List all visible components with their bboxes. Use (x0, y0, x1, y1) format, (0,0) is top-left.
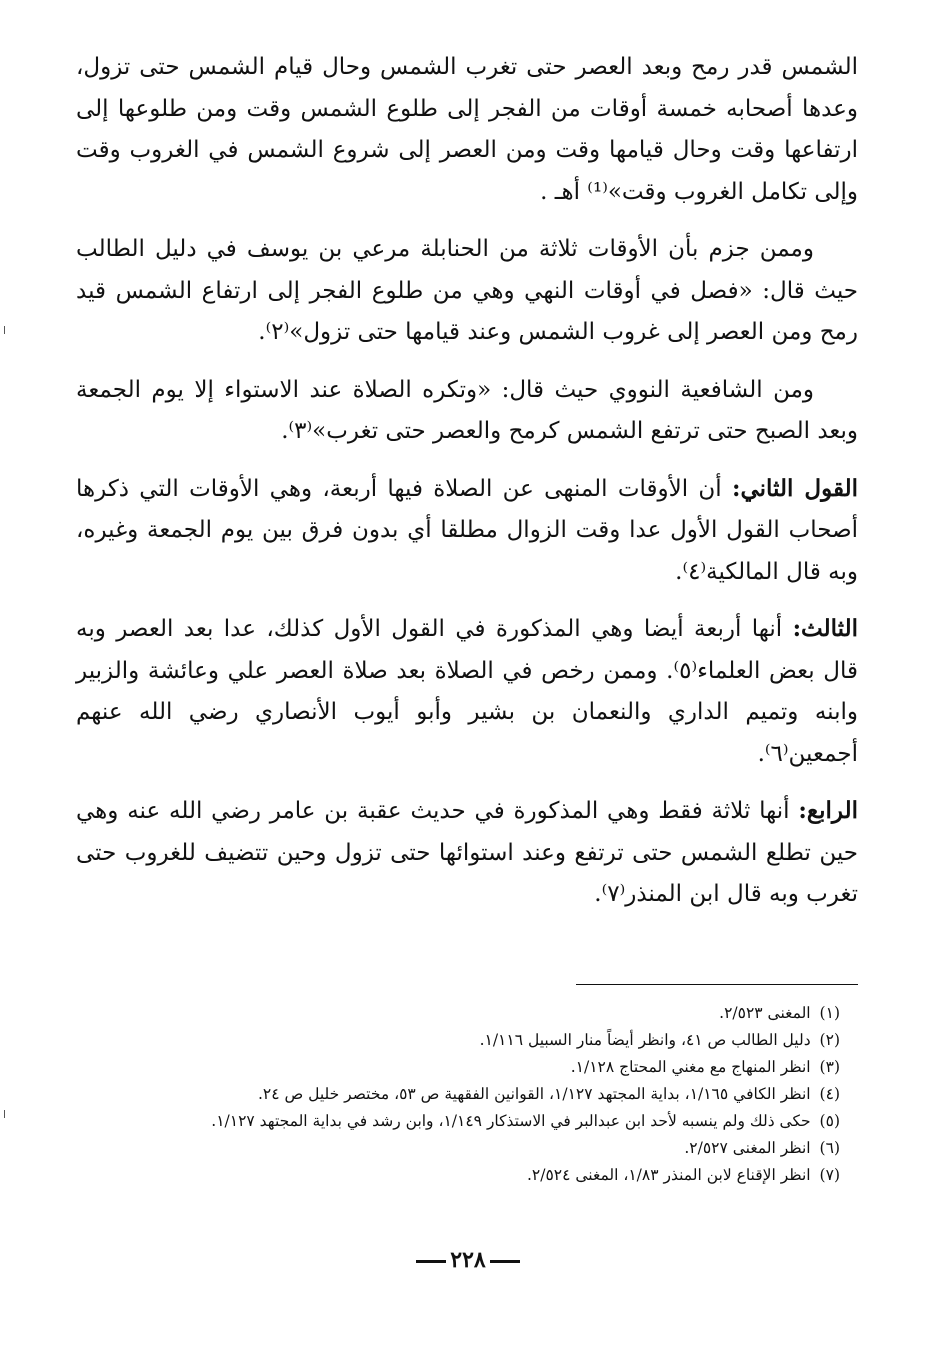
page-number-dash (490, 1260, 520, 1263)
paragraph-lead: القول الثاني: (731, 474, 858, 502)
paragraph-hanabila (76, 228, 858, 354)
paragraph-text: أنها ثلاثة فقط وهي المذكورة في حديث عقبة بن عامر رضي الله عنه وهي حين تطلع الشمس حتى ترتفع وعند استوائها حتى تزول وحين تتضيف للغروب حتى تغرب وبه قال ابن المنذر⁽٧⁾. (76, 798, 858, 907)
page-number-value: ٢٢٨ (450, 1247, 486, 1273)
footnote-number: (٧) (819, 1166, 840, 1184)
footnote-text: دليل الطالب ص ٤١، وانظر أيضاً منار السبيل ١/١١٦. (479, 1031, 811, 1049)
paragraph-text: أن الأوقات المنهى عن الصلاة فيها أربعة، وهي الأوقات التي ذكرها أصحاب القول الأول عدا وقت الزوال مطلقا أي بدون فرق بين يوم الجمعة وغيره، وبه قال المالكية⁽٤⁾. (76, 475, 858, 585)
paragraph-text: وممن جزم بأن الأوقات ثلاثة من الحنابلة مرعي بن يوسف في دليل الطالب حيث قال: «فصل في أوقات النهي وهي من طلوع الفجر إلى ارتفاع الشمس قيد رمح ومن العصر إلى غروب الشمس وعند قيامها حتى تزول»⁽٢⁾. (76, 236, 858, 345)
scan-edge-mark (4, 1110, 5, 1118)
footnote-divider (576, 984, 858, 985)
paragraph-lead: الثالث: (792, 615, 858, 642)
paragraph-third-opinion (76, 608, 858, 775)
paragraph-continuation (76, 46, 858, 213)
footnote-text: انظر المنهاج مع مغني المحتاج ١/١٢٨. (570, 1058, 811, 1076)
footnote-text: المغنى ٢/٥٢٣. (719, 1004, 811, 1022)
footnotes-list (80, 1000, 840, 1189)
footnote-number: (١) (819, 1004, 840, 1022)
footnote-number: (٥) (819, 1112, 840, 1130)
page-number-dash (416, 1260, 446, 1263)
scan-edge-mark (4, 326, 5, 334)
paragraph-fourth-opinion (76, 790, 858, 916)
footnote-number: (٤) (819, 1085, 840, 1103)
paragraph-text: ومن الشافعية النووي حيث قال: «وتكره الصلاة عند الاستواء إلا يوم الجمعة وبعد الصبح حتى ترتفع الشمس كرمح والعصر حتى تغرب»⁽٣⁾. (76, 376, 858, 444)
footnote-item (80, 1054, 840, 1081)
paragraph-lead: الرابع: (798, 797, 858, 824)
footnote-item (80, 1162, 840, 1189)
footnote-number: (٢) (819, 1031, 840, 1049)
footnote-number: (٣) (819, 1058, 840, 1076)
footnote-item (80, 1108, 840, 1135)
paragraph-shafiiya (76, 369, 858, 453)
footnote-item (80, 1027, 840, 1054)
footnote-text: انظر الكافي ١/١٦٥، بداية المجتهد ١/١٢٧، القوانين الفقهية ص ٥٣، مختصر خليل ص ٢٤. (257, 1085, 811, 1103)
footnote-item (80, 1135, 840, 1162)
footnote-item (80, 1000, 840, 1027)
page-number (0, 1247, 936, 1273)
footnote-text: انظر المغنى ٢/٥٢٧. (684, 1139, 811, 1157)
paragraph-text: أنها أربعة أيضا وهي المذكورة في القول الأول كذلك، عدا بعد العصر وبه قال بعض العلماء⁽٥⁾. وممن رخص في الصلاة بعد صلاة العصر علي وعائشة والزبير وابنه وتميم الداري والنعمان بن بشير وأبو أيوب الأنصاري رضي الله عنهم أجمعين⁽٦⁾. (76, 616, 858, 767)
footnote-text: انظر الإقناع لابن المنذر ١/٨٣، المغنى ٢/٥٢٤. (526, 1166, 811, 1184)
footnote-item (80, 1081, 840, 1108)
footnote-number: (٦) (819, 1139, 840, 1157)
main-text (76, 46, 858, 931)
footnote-text: حكى ذلك ولم ينسبه لأحد ابن عبدالبر في الاستذكار ١/١٤٩، وابن رشد في بداية المجتهد ١/١٢٧. (211, 1112, 811, 1130)
paragraph-second-opinion (76, 468, 858, 594)
paragraph-text: الشمس قدر رمح وبعد العصر حتى تغرب الشمس وحال قيام الشمس حتى تزول، وعدها أصحابه خمسة أوقات من الفجر إلى طلوع الشمس وقت ومن طلوعها إلى ارتفاعها وقت وحال قيامها وقت ومن العصر إلى شروع الشمس في الغروب وقت وإلى تكامل الغروب وقت»⁽¹⁾ أهـ . (76, 54, 858, 205)
